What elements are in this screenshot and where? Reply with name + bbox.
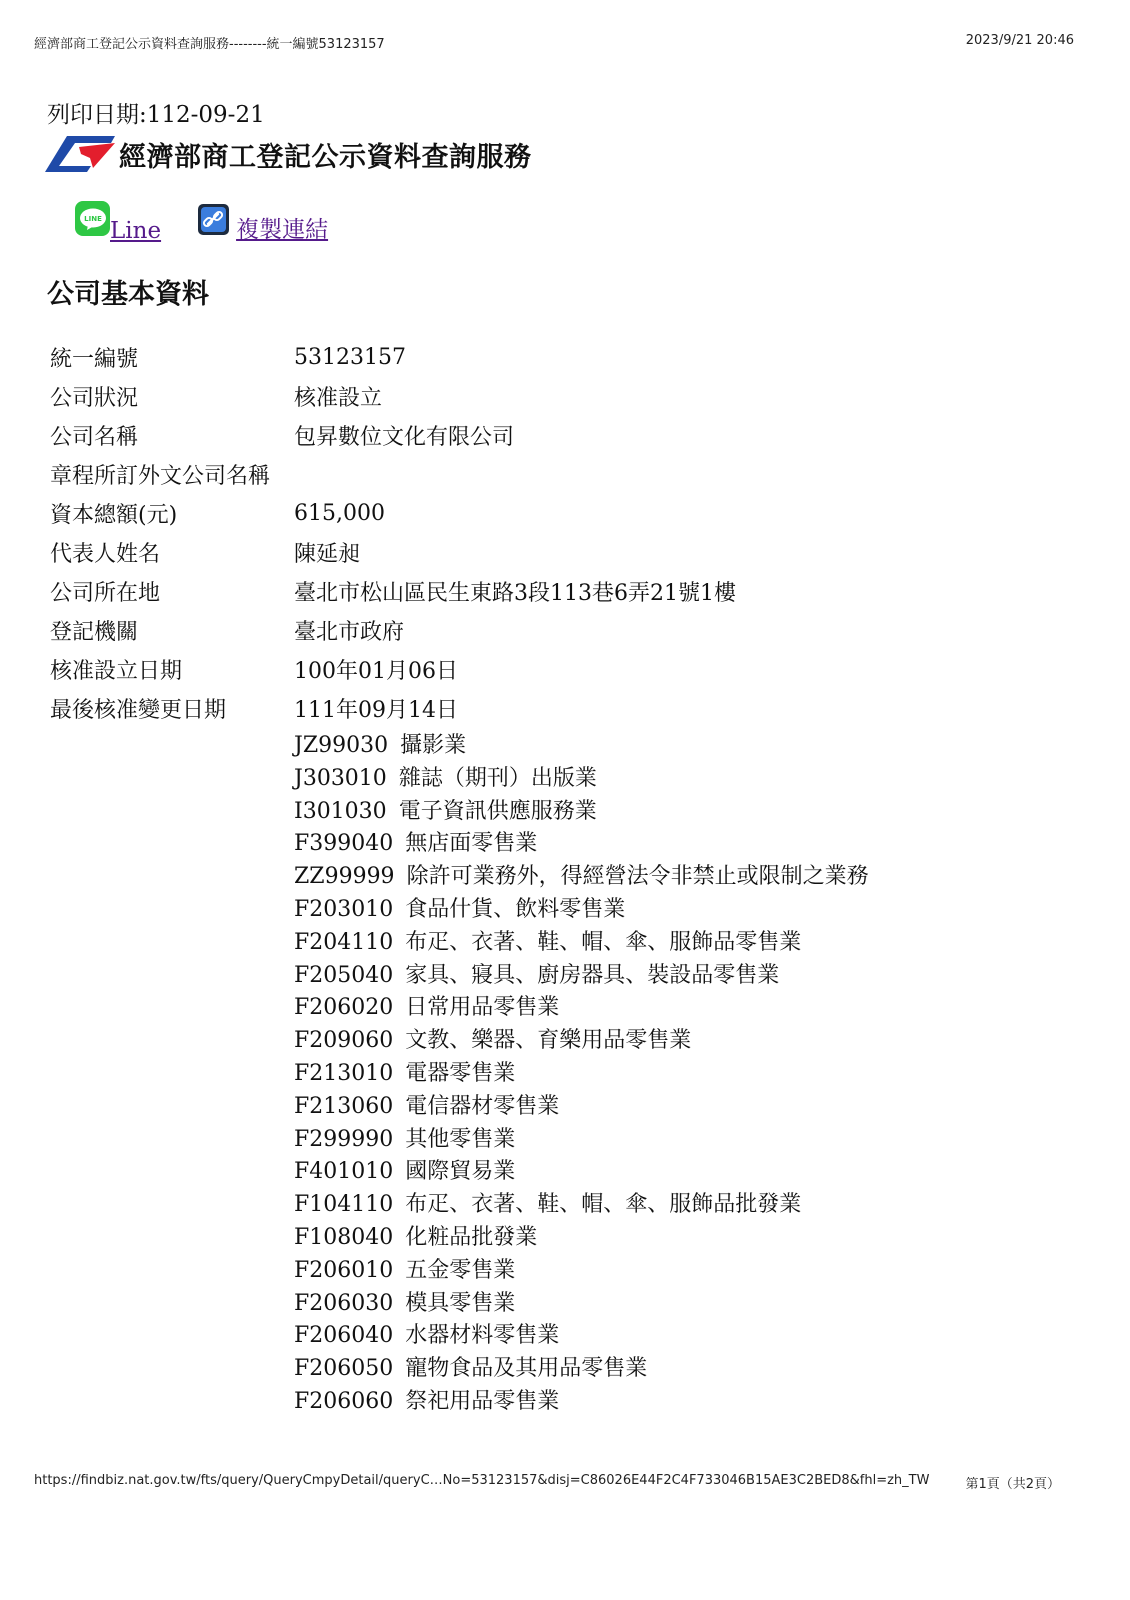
- business-code: F206040: [294, 1323, 394, 1349]
- site-title: 經濟部商工登記公示資料查詢服務: [119, 141, 532, 173]
- info-row-capital: [50, 494, 1050, 533]
- info-label: 核准設立日期: [50, 659, 183, 684]
- business-name: 化粧品批發業: [405, 1224, 538, 1250]
- business-name: 寵物食品及其用品零售業: [405, 1356, 648, 1382]
- info-label: 公司名稱: [50, 425, 139, 450]
- business-name: 日常用品零售業: [405, 995, 560, 1021]
- business-code: F209060: [294, 1028, 394, 1054]
- business-item: [294, 1058, 869, 1091]
- business-item: [294, 796, 869, 829]
- print-date: 列印日期:112-09-21: [47, 102, 265, 128]
- moea-logo-icon: [45, 134, 115, 174]
- business-code: F213060: [294, 1093, 394, 1119]
- info-label: 統一編號: [50, 347, 139, 372]
- business-item: [294, 1025, 869, 1058]
- business-item: [294, 1222, 869, 1255]
- business-name: 祭祀用品零售業: [405, 1388, 560, 1414]
- site-header[interactable]: [45, 134, 532, 174]
- info-value: 53123157: [294, 345, 406, 370]
- info-value: [294, 455, 1050, 494]
- info-value: 615,000: [294, 501, 385, 526]
- copy-link-button[interactable]: [197, 203, 328, 244]
- business-item: [294, 828, 869, 861]
- info-label: 最後核准變更日期: [50, 698, 227, 723]
- print-footer-url: https://findbiz.nat.gov.tw/fts/query/QueryCmpyDetail/queryC…No=53123157&disj=C86026E44F2C4F733046B15AE3C2BED8&fhl=zh_TW: [34, 1473, 930, 1488]
- print-footer: [34, 1473, 1060, 1493]
- business-name: 無店面零售業: [405, 831, 538, 857]
- info-row-tax-id: [50, 338, 1050, 377]
- business-code: F206020: [294, 995, 394, 1021]
- info-row-status: [50, 377, 1050, 416]
- business-item: [294, 1156, 869, 1189]
- business-item: [294, 730, 869, 763]
- business-code: F108040: [294, 1224, 394, 1250]
- line-label: Line: [110, 218, 162, 244]
- business-item: [294, 927, 869, 960]
- business-item: [294, 1288, 869, 1321]
- line-speech-bubble-icon: [79, 208, 107, 230]
- info-row-foreign-name: [50, 455, 1050, 494]
- print-header: [34, 33, 1074, 53]
- copy-link-label: 複製連結: [236, 217, 329, 243]
- business-name: 攝影業: [400, 733, 467, 758]
- business-item: [294, 1386, 869, 1419]
- business-code: F401010: [294, 1159, 394, 1185]
- business-item: [294, 960, 869, 993]
- business-name: 文教、樂器、育樂用品零售業: [405, 1028, 692, 1054]
- info-value: 100年01月06日: [294, 659, 458, 684]
- business-name: 食品什貨、飲料零售業: [405, 896, 626, 922]
- line-icon: [75, 201, 110, 236]
- share-row: [75, 198, 328, 244]
- business-item: [294, 1320, 869, 1353]
- info-label: 代表人姓名: [50, 542, 161, 567]
- business-code: F206050: [294, 1356, 394, 1382]
- business-name: 其他零售業: [405, 1126, 516, 1152]
- info-value: 臺北市政府: [294, 620, 405, 645]
- business-code: F206060: [294, 1388, 394, 1414]
- business-code: J303010: [294, 765, 387, 791]
- business-code: F206010: [294, 1257, 394, 1283]
- info-value: 陳延昶: [294, 542, 361, 567]
- business-code: F206030: [294, 1290, 394, 1316]
- business-item: [294, 861, 869, 894]
- info-label: 公司所在地: [50, 581, 161, 606]
- info-row-company-name: [50, 416, 1050, 455]
- business-code: F204110: [294, 929, 394, 955]
- business-code: F299990: [294, 1126, 394, 1152]
- info-value: 核准設立: [294, 386, 383, 411]
- business-item: [294, 1091, 869, 1124]
- business-name: 除許可業務外，得經營法令非禁止或限制之業務: [406, 864, 869, 890]
- business-item: [294, 894, 869, 927]
- business-name: 模具零售業: [405, 1290, 516, 1316]
- line-icon-text: LINE: [83, 214, 102, 223]
- line-share-link[interactable]: [75, 201, 161, 244]
- info-label: 章程所訂外文公司名稱: [50, 464, 271, 489]
- business-name: 水器材料零售業: [405, 1323, 560, 1349]
- business-item: [294, 1255, 869, 1288]
- info-row-last-change-date: [50, 689, 1050, 728]
- info-row-address: [50, 572, 1050, 611]
- company-info-table: [50, 338, 1050, 728]
- business-name: 電信器材零售業: [405, 1093, 560, 1119]
- business-item: [294, 1124, 869, 1157]
- business-code: F213010: [294, 1060, 394, 1086]
- business-items-list: [294, 730, 869, 1419]
- business-name: 布疋、衣著、鞋、帽、傘、服飾品零售業: [405, 929, 802, 955]
- print-footer-page: 第1頁（共2頁）: [965, 1477, 1060, 1492]
- business-item: [294, 1189, 869, 1222]
- info-value: 臺北市松山區民生東路3段113巷6弄21號1樓: [294, 581, 736, 606]
- business-code: F205040: [294, 962, 394, 988]
- business-name: 電器零售業: [405, 1060, 516, 1086]
- info-row-registration-authority: [50, 611, 1050, 650]
- business-name: 雜誌（期刊）出版業: [398, 765, 597, 791]
- info-row-establish-date: [50, 650, 1050, 689]
- section-title: 公司基本資料: [47, 279, 209, 310]
- business-name: 五金零售業: [405, 1257, 516, 1283]
- business-name: 家具、寢具、廚房器具、裝設品零售業: [405, 962, 780, 988]
- business-code: F203010: [294, 896, 394, 922]
- business-code: I301030: [294, 798, 387, 824]
- info-value: 包昇數位文化有限公司: [294, 425, 515, 450]
- business-item: [294, 992, 869, 1025]
- business-code: F104110: [294, 1192, 394, 1218]
- business-item: [294, 1353, 869, 1386]
- info-label: 資本總額(元): [50, 503, 178, 528]
- info-value: 111年09月14日: [294, 698, 458, 723]
- business-code: F399040: [294, 831, 394, 857]
- business-code: ZZ99999: [294, 864, 395, 890]
- business-name: 布疋、衣著、鞋、帽、傘、服飾品批發業: [405, 1192, 802, 1218]
- print-header-datetime: 2023/9/21 20:46: [965, 33, 1074, 48]
- copy-link-icon: [197, 203, 230, 236]
- business-item: [294, 763, 869, 796]
- info-label: 公司狀況: [50, 386, 139, 411]
- info-row-representative: [50, 533, 1050, 572]
- print-header-title: 經濟部商工登記公示資料查詢服務--------統一編號53123157: [34, 37, 385, 52]
- business-name: 國際貿易業: [405, 1159, 516, 1185]
- business-name: 電子資訊供應服務業: [398, 798, 597, 824]
- business-code: JZ99030: [294, 733, 389, 758]
- info-label: 登記機關: [50, 620, 139, 645]
